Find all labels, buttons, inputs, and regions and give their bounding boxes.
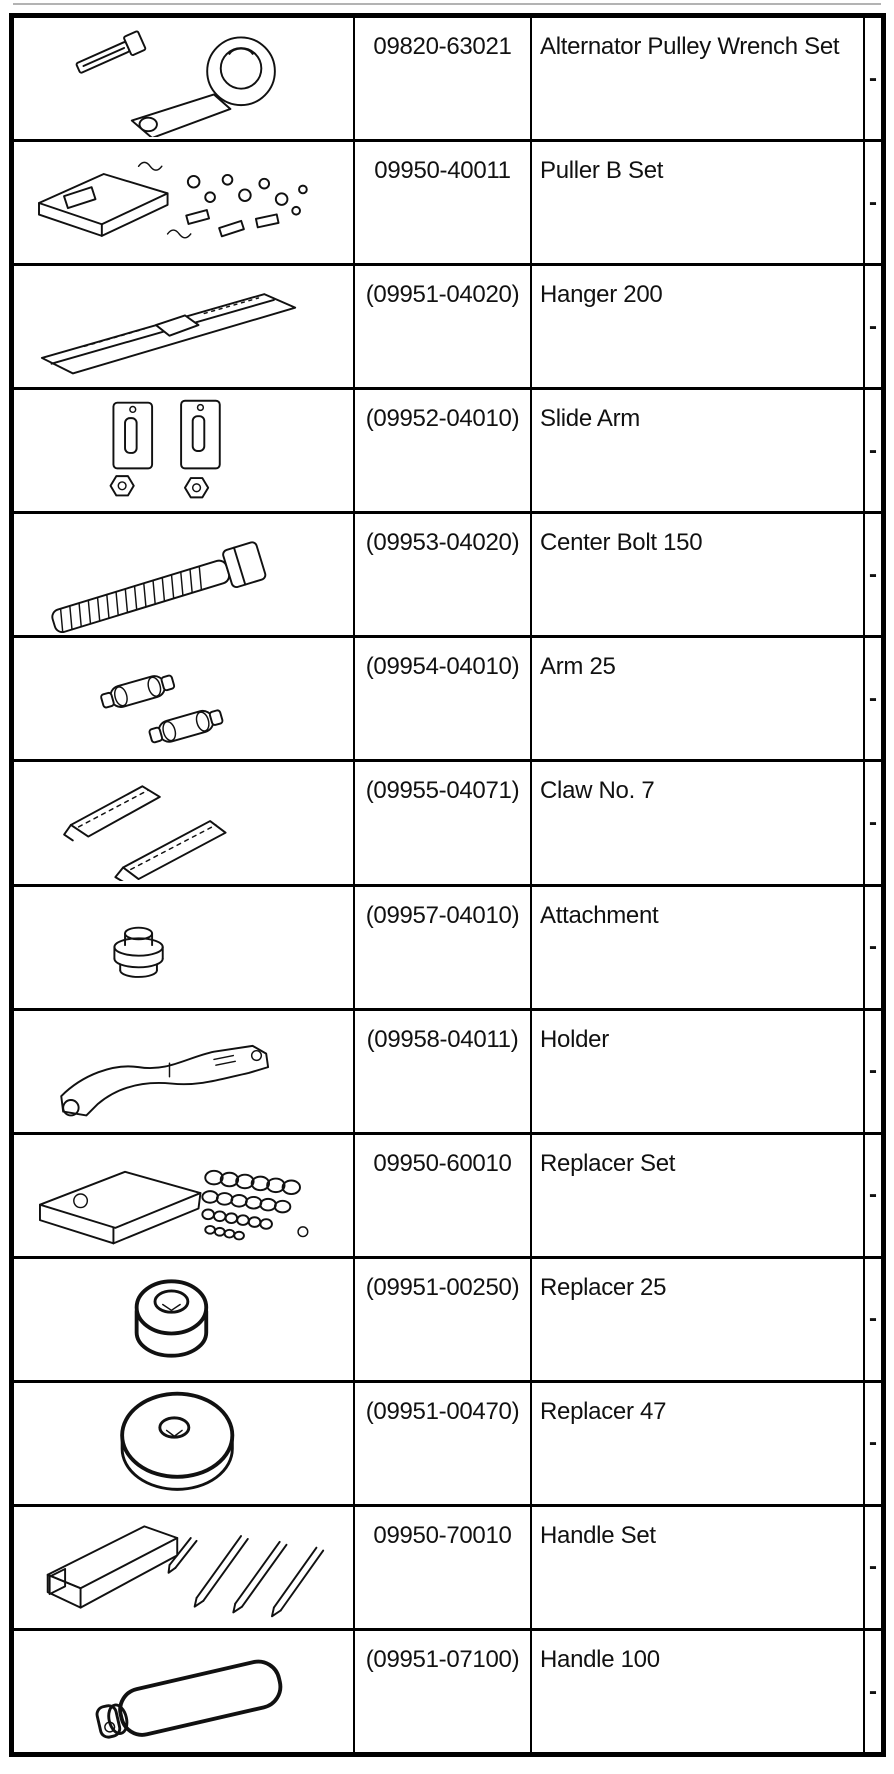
note-dash: -: [869, 1677, 877, 1705]
illustration-cell: [14, 762, 355, 883]
replacer-25-illustration: [23, 1261, 345, 1377]
holder-illustration: [23, 1013, 345, 1129]
tool-name: Arm 25: [532, 638, 865, 759]
note-dash: -: [869, 1181, 877, 1209]
tool-name: Hanger 200: [532, 266, 865, 387]
part-number: (09952-04010): [355, 390, 532, 511]
tool-name: Alternator Pulley Wrench Set: [532, 18, 865, 139]
part-number: 09950-60010: [355, 1135, 532, 1256]
illustration-cell: [14, 1507, 355, 1628]
part-number: 09950-40011: [355, 142, 532, 263]
tool-name: Replacer 25: [532, 1259, 865, 1380]
previous-content-edge-rule: [13, 3, 881, 5]
hanger-200-illustration: [23, 269, 345, 385]
illustration-cell: [14, 142, 355, 263]
tool-name: Handle Set: [532, 1507, 865, 1628]
table-row: [14, 1628, 881, 1752]
part-number: 09820-63021: [355, 18, 532, 139]
note-dash: -: [869, 933, 877, 961]
table-row: [14, 1380, 881, 1504]
illustration-cell: [14, 638, 355, 759]
arm-25-illustration: [23, 641, 345, 757]
table-row: [14, 387, 881, 511]
illustration-cell: [14, 18, 355, 139]
illustration-cell: [14, 1011, 355, 1132]
alternator-pulley-wrench-set-illustration: [23, 21, 345, 137]
tool-name: Replacer 47: [532, 1383, 865, 1504]
part-number: (09951-00470): [355, 1383, 532, 1504]
replacer-47-illustration: [23, 1385, 345, 1501]
tool-name: Puller B Set: [532, 142, 865, 263]
part-number: (09957-04010): [355, 887, 532, 1008]
illustration-cell: [14, 887, 355, 1008]
note-dash: -: [869, 560, 877, 588]
note-dash: -: [869, 809, 877, 836]
replacer-set-illustration: [23, 1137, 345, 1253]
puller-b-set-illustration: [23, 145, 345, 261]
claw-no-7-illustration: [23, 765, 345, 881]
illustration-cell: [14, 266, 355, 387]
part-number: (09953-04020): [355, 514, 532, 635]
center-bolt-150-illustration: [23, 517, 345, 633]
table-row: [14, 18, 881, 139]
handle-set-illustration: [23, 1509, 345, 1625]
note-dash: -: [869, 1429, 877, 1457]
table-row: [14, 635, 881, 759]
table-row: [14, 1008, 881, 1132]
note-dash: -: [869, 1057, 877, 1085]
special-service-tools-table: [9, 13, 886, 1757]
attachment-illustration: [23, 889, 345, 1005]
illustration-cell: [14, 514, 355, 635]
part-number: (09951-00250): [355, 1259, 532, 1380]
table-row: [14, 263, 881, 387]
table-row: [14, 1504, 881, 1628]
note-dash: -: [869, 1305, 877, 1333]
slide-arm-illustration: [23, 393, 345, 509]
note-dash: -: [869, 1553, 877, 1581]
table-row: [14, 759, 881, 883]
illustration-cell: [14, 1135, 355, 1256]
table-row: [14, 511, 881, 635]
note-dash: -: [869, 188, 877, 216]
part-number: (09958-04011): [355, 1011, 532, 1132]
note-dash: -: [869, 436, 877, 464]
note-dash: -: [869, 312, 877, 340]
table-row: [14, 139, 881, 263]
part-number: (09951-07100): [355, 1631, 532, 1752]
part-number: 09950-70010: [355, 1507, 532, 1628]
part-number: (09955-04071): [355, 762, 532, 883]
handle-100-illustration: [23, 1634, 345, 1750]
illustration-cell: [14, 1259, 355, 1380]
table-row: [14, 884, 881, 1008]
tool-name: Handle 100: [532, 1631, 865, 1752]
tool-name: Holder: [532, 1011, 865, 1132]
tool-name: Replacer Set: [532, 1135, 865, 1256]
tool-name: Attachment: [532, 887, 865, 1008]
note-dash: -: [869, 64, 877, 92]
tool-name: Claw No. 7: [532, 762, 865, 883]
table-row: [14, 1132, 881, 1256]
table-row: [14, 1256, 881, 1380]
illustration-cell: [14, 1631, 355, 1752]
part-number: (09951-04020): [355, 266, 532, 387]
illustration-cell: [14, 1383, 355, 1504]
illustration-cell: [14, 390, 355, 511]
tool-name: Slide Arm: [532, 390, 865, 511]
tool-name: Center Bolt 150: [532, 514, 865, 635]
note-dash: -: [869, 684, 877, 712]
part-number: (09954-04010): [355, 638, 532, 759]
